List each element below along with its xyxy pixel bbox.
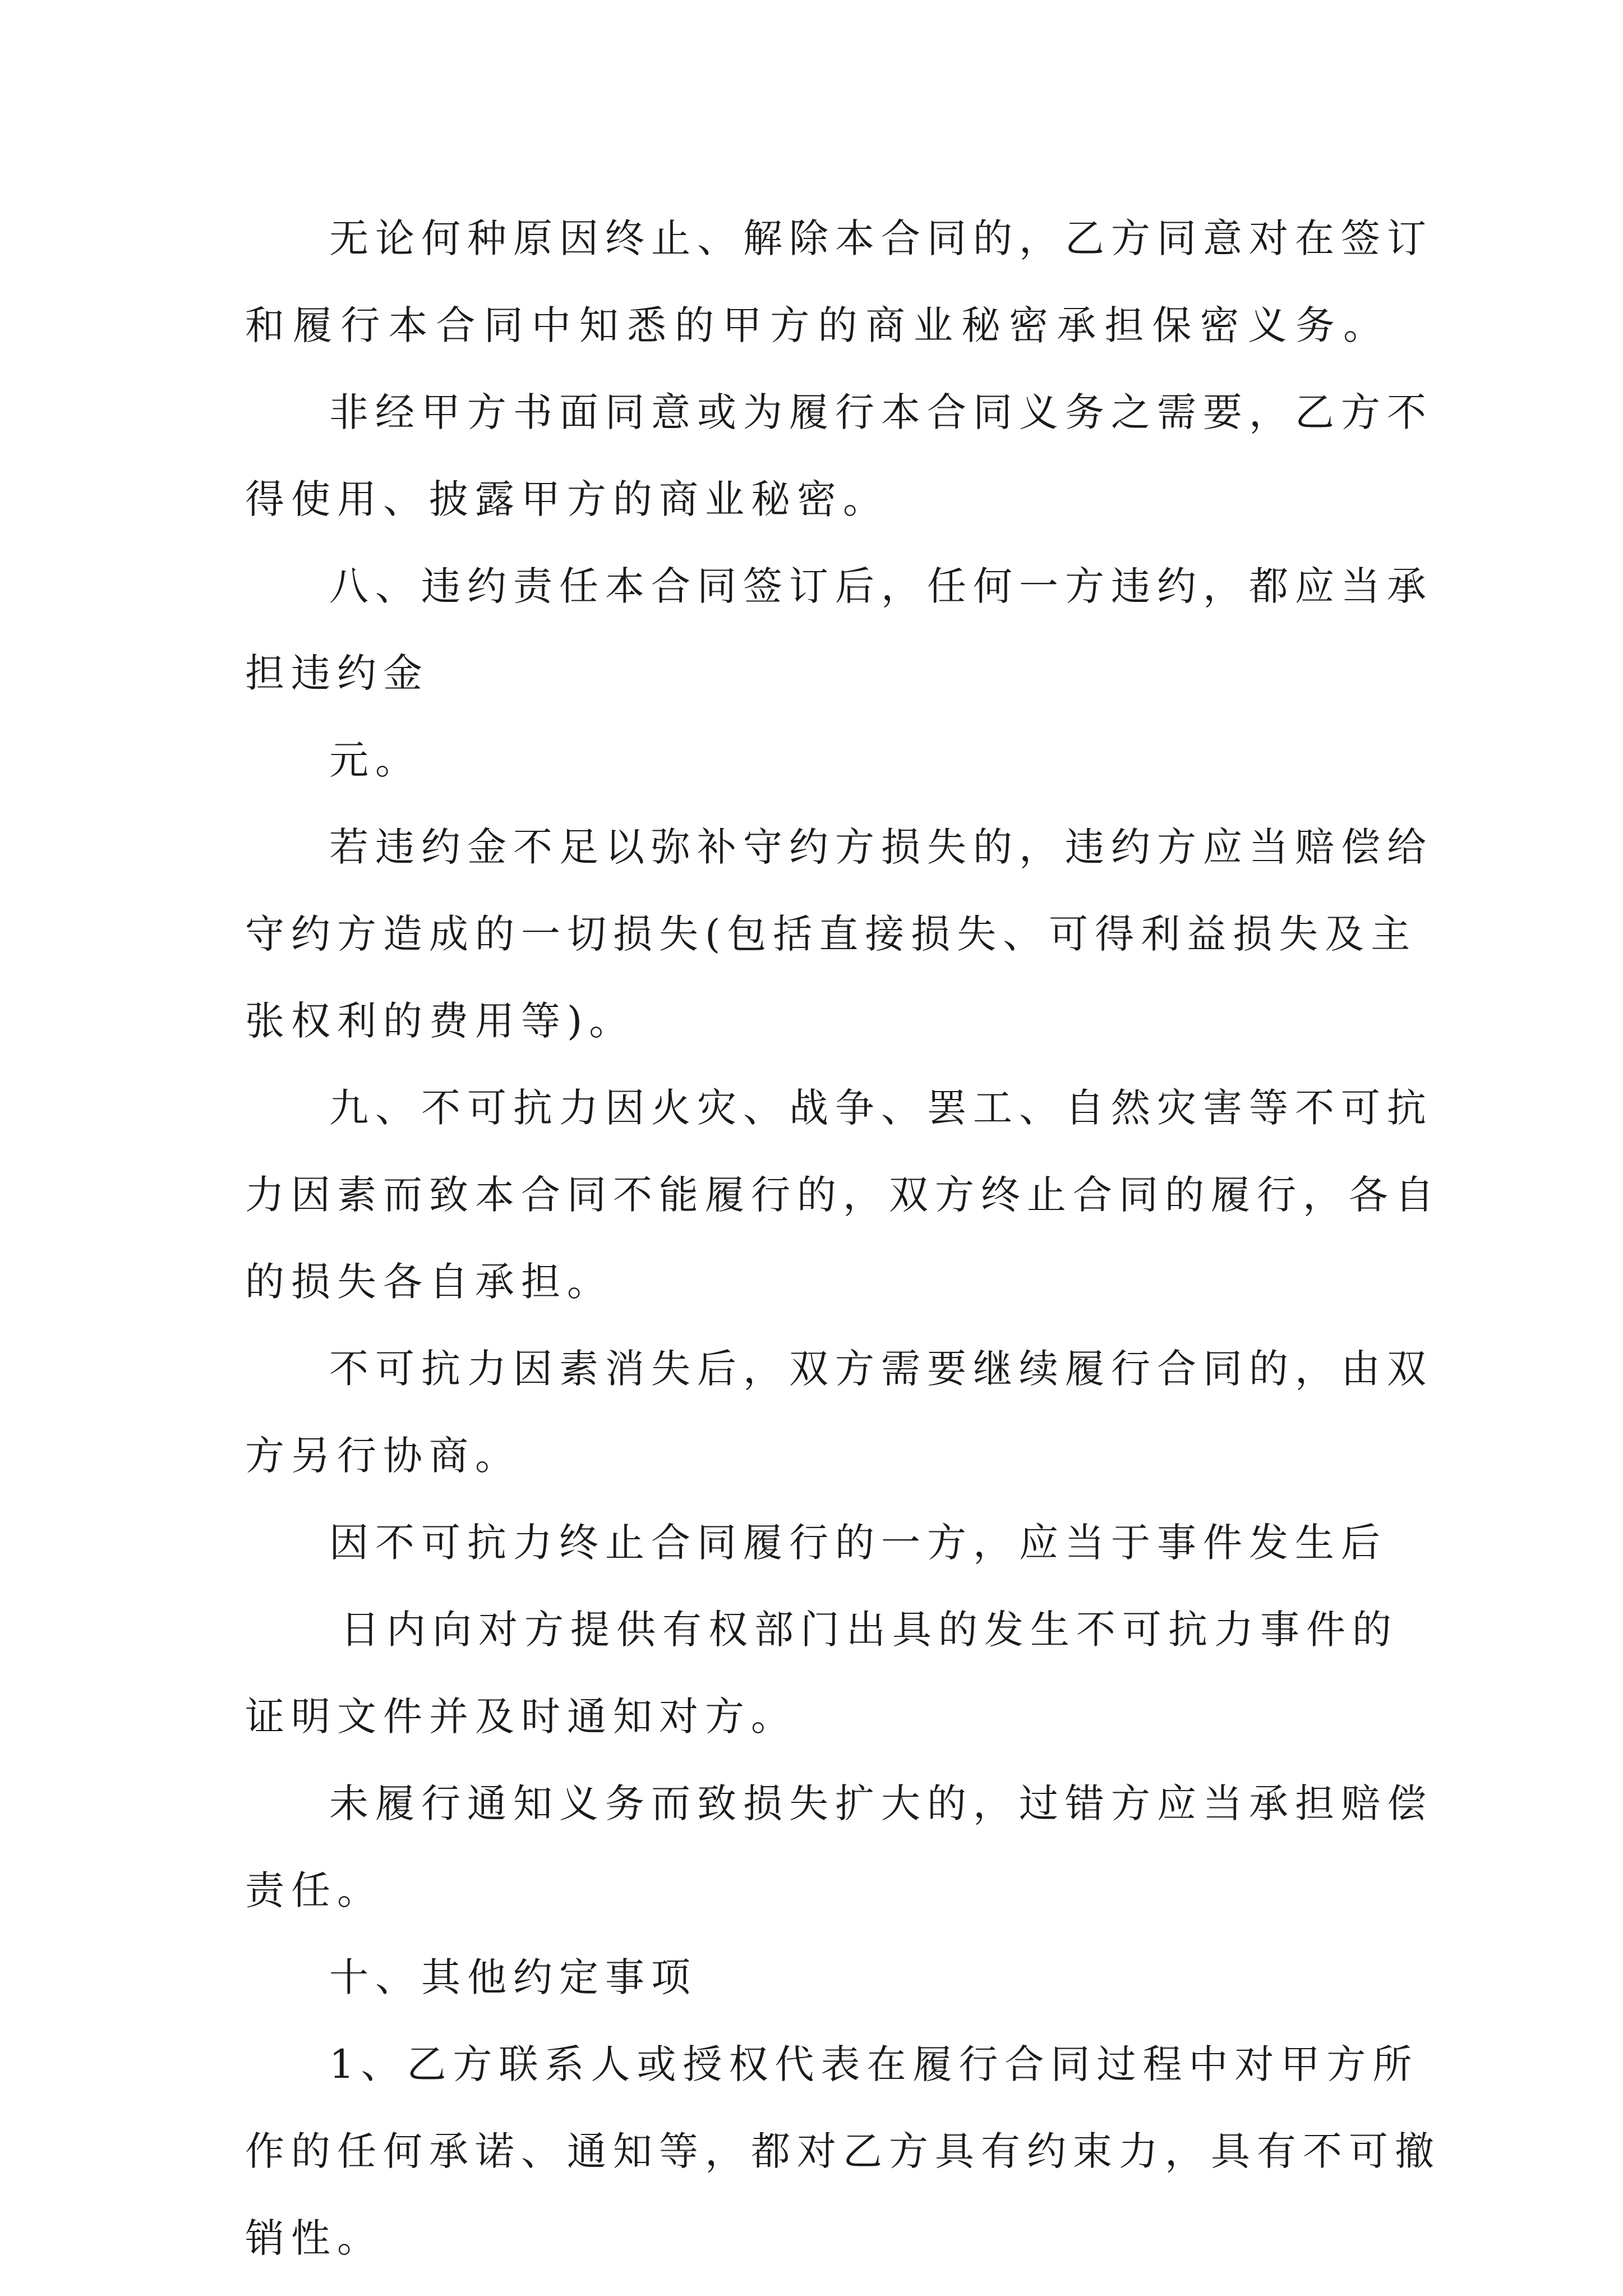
paragraph-line: 担违约金 <box>245 650 429 696</box>
paragraph-line: 不可抗力因素消失后，双方需要继续履行合同的，由双 <box>329 1346 1433 1392</box>
paragraph-line: 1、乙方联系人或授权代表在履行合同过程中对甲方所 <box>329 2041 1419 2087</box>
paragraph-line: 方另行协商。 <box>245 1433 521 1479</box>
paragraph-line: 因不可抗力终止合同履行的一方，应当于事件发生后 <box>329 1520 1387 1566</box>
paragraph-line: 证明文件并及时通知对方。 <box>245 1694 797 1740</box>
paragraph-line: 销性。 <box>245 2215 383 2261</box>
paragraph-line: 作的任何承诺、通知等，都对乙方具有约束力，具有不可撤 <box>245 2128 1441 2174</box>
paragraph-line: 无论何种原因终止、解除本合同的，乙方同意对在签订 <box>329 215 1433 261</box>
paragraph-line: 得使用、披露甲方的商业秘密。 <box>245 476 889 522</box>
paragraph-line: 若违约金不足以弥补守约方损失的，违约方应当赔偿给 <box>329 824 1433 870</box>
paragraph-line: 力因素而致本合同不能履行的，双方终止合同的履行，各自 <box>245 1172 1441 1218</box>
paragraph-line: 元。 <box>329 737 421 783</box>
paragraph-line: 九、不可抗力因火灾、战争、罢工、自然灾害等不可抗 <box>329 1085 1433 1131</box>
document-body <box>245 195 1441 2282</box>
paragraph-line: 八、违约责任本合同签订后，任何一方违约，都应当承 <box>329 563 1433 609</box>
paragraph-line: 非经甲方书面同意或为履行本合同义务之需要，乙方不 <box>329 389 1433 435</box>
paragraph-line: 守约方造成的一切损失(包括直接损失、可得利益损失及主 <box>245 911 1417 957</box>
paragraph-line: 的损失各自承担。 <box>245 1259 613 1305</box>
paragraph-line: 和履行本合同中知悉的甲方的商业秘密承担保密义务。 <box>245 302 1389 348</box>
paragraph-line: 日内向对方提供有权部门出具的发生不可抗力事件的 <box>340 1607 1398 1653</box>
paragraph-line: 责任。 <box>245 1867 383 1913</box>
section-heading: 十、其他约定事项 <box>329 1954 697 2000</box>
paragraph-line: 张权利的费用等)。 <box>245 998 635 1044</box>
paragraph-line: 未履行通知义务而致损失扩大的，过错方应当承担赔偿 <box>329 1780 1433 1826</box>
